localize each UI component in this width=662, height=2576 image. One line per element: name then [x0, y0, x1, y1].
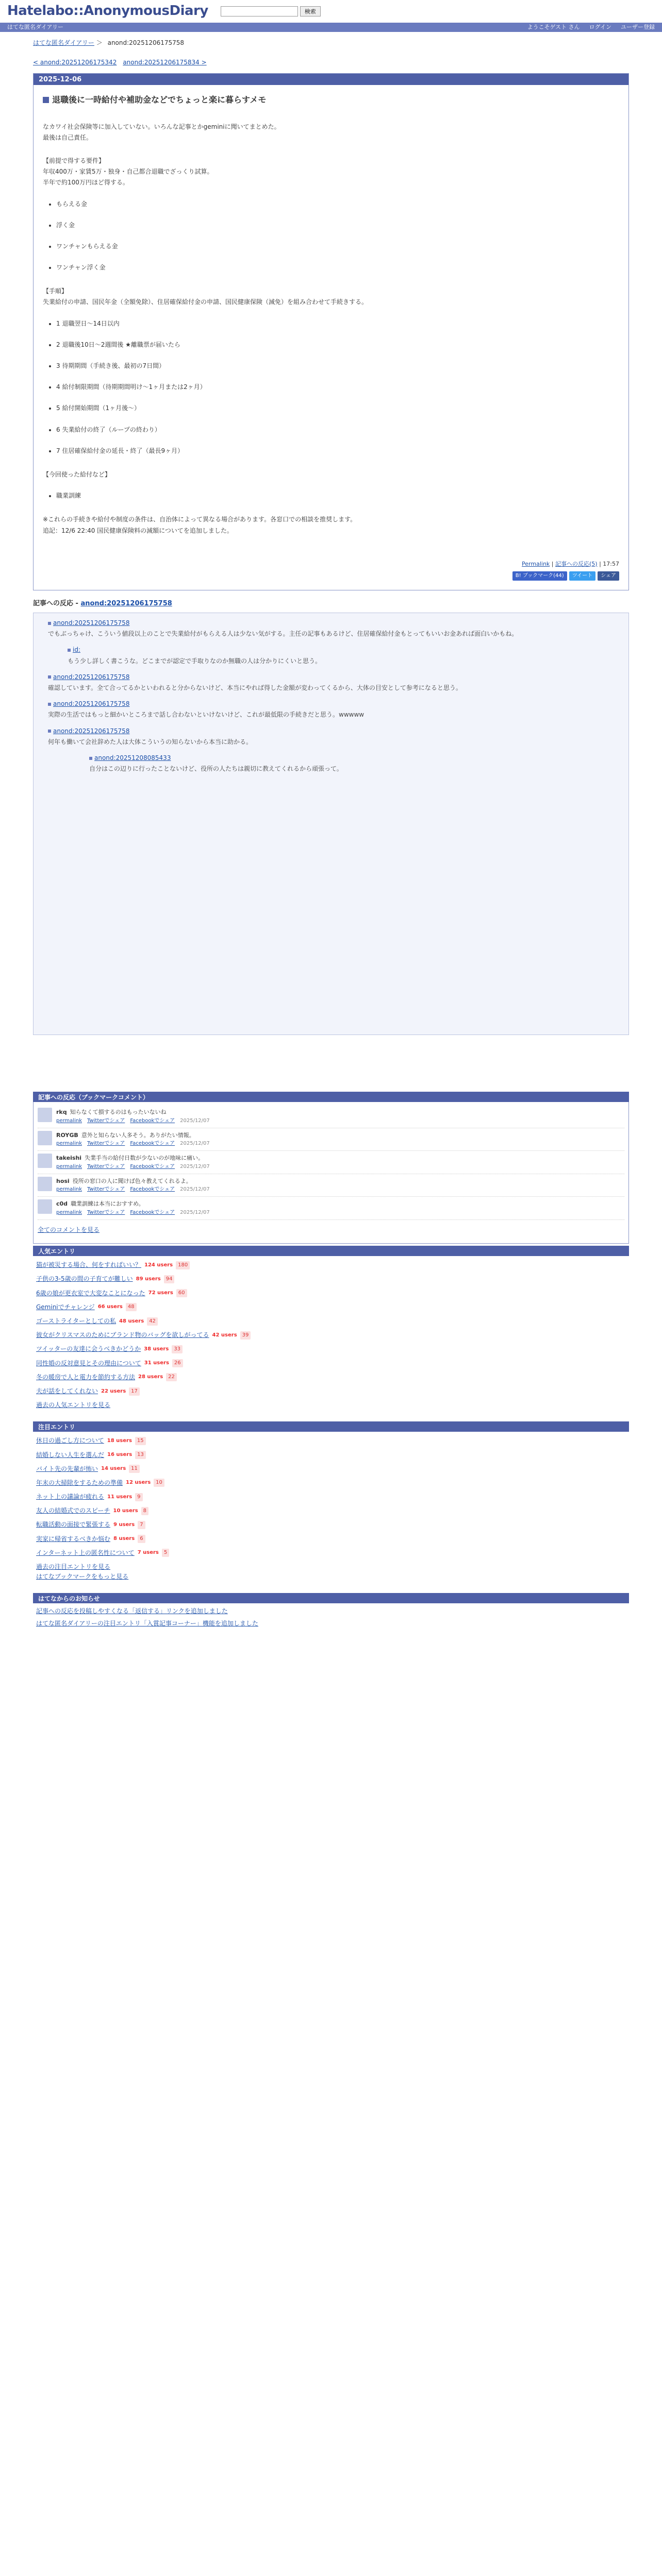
info-link-1[interactable]: 記事への反応を投稿しやすくなる「返信する」リンクを追加しました	[36, 1607, 228, 1615]
avatar[interactable]	[38, 1108, 52, 1122]
bookmark-date: 2025/12/07	[180, 1163, 210, 1170]
watched-items	[36, 1434, 626, 1560]
info-header: はてなからのお知らせ	[33, 1593, 629, 1603]
entry-link[interactable]: 転職活動の面接で緊張する	[36, 1521, 111, 1529]
reference-text: もう少し詳しく書こうな。どこまでが認定で手取りなのか無職の人は分かりにくいと思う。	[68, 657, 322, 665]
flow-step-title: • 5 給付開始期間（1ヶ月後〜）	[56, 403, 619, 413]
list-item	[36, 1272, 626, 1286]
breadcrumb-home[interactable]: はてな匿名ダイアリー	[33, 39, 94, 46]
bookmark-item	[38, 1151, 624, 1174]
entry-text	[43, 122, 619, 536]
section-save-title: • 浮く金	[56, 221, 619, 230]
all-comments-link[interactable]: 全てのコメントを見る	[38, 1226, 100, 1234]
entry-link[interactable]: 同性婚の反対意見とその理由について	[36, 1359, 141, 1367]
tweet-button[interactable]: ツイート	[569, 571, 596, 581]
references-box	[33, 613, 629, 1035]
bookmark-body	[56, 1199, 210, 1217]
bookmark-user[interactable]: takeishi	[56, 1155, 82, 1162]
premise-paragraph: 年収400万・家賃5万・独身・自己都合退職でざっくり試算。	[43, 168, 213, 176]
users-count[interactable]: 124 users	[144, 1262, 173, 1268]
users-count[interactable]: 12 users	[126, 1480, 151, 1486]
section-maybe-save-title: • ワンチャン浮く金	[56, 263, 619, 273]
info-section	[33, 1593, 629, 1634]
entry-link[interactable]: インターネット上の匿名性について	[36, 1549, 135, 1556]
flow-step-list	[56, 446, 619, 456]
bookmark-meta-link[interactable]: Twitterでシェア	[87, 1210, 125, 1216]
navbar-right	[527, 23, 655, 32]
list-item	[36, 1328, 626, 1342]
breadcrumb-separator: ＞	[96, 39, 103, 46]
list-item	[36, 1286, 626, 1300]
bookmark-comment: 職業訓練は本当におすすめ。	[71, 1200, 144, 1208]
extra-section-list	[56, 491, 619, 501]
users-count[interactable]: 31 users	[144, 1360, 169, 1366]
list-item	[36, 1384, 626, 1398]
day-date: 2025-12-06	[34, 74, 628, 85]
social-buttons	[43, 568, 619, 585]
bookmark-meta-link[interactable]: Facebookでシェア	[130, 1187, 175, 1193]
bookmark-more-link[interactable]: はてなブックマークをもっと見る	[36, 1573, 129, 1581]
section-footer: Permalink | 記事への反応(5) | 17:57	[522, 560, 619, 567]
flow-step-list	[56, 340, 619, 350]
bookmark-meta-link[interactable]: Facebookでシェア	[130, 1163, 175, 1170]
nav-home-link[interactable]: はてな匿名ダイアリー	[7, 24, 64, 31]
users-count[interactable]: 28 users	[138, 1374, 163, 1380]
bookmark-list	[38, 1105, 624, 1220]
bookmark-comment: 失業手当の給付日数が少ないのが地味に痛い。	[85, 1155, 204, 1162]
avatar[interactable]	[38, 1177, 52, 1191]
bookmark-item	[38, 1105, 624, 1128]
search-button[interactable]: 検索	[300, 6, 321, 16]
facebook-share-button[interactable]: シェア	[598, 571, 619, 581]
bookmark-user[interactable]: hosi	[56, 1177, 70, 1184]
search-form	[221, 6, 321, 16]
bookmark-meta-link[interactable]: permalink	[56, 1141, 82, 1147]
section-receive-list	[56, 199, 619, 209]
square-bullet-icon	[48, 675, 51, 679]
bookmark-line	[56, 1108, 210, 1117]
bookmark-comment: 役所の窓口の人に聞けば色々教えてくれるよ。	[72, 1177, 192, 1184]
bookmark-count: 10	[154, 1479, 164, 1487]
section-maybe-receive-title: • ワンチャンもらえる金	[56, 242, 619, 251]
reference-link-row	[48, 699, 621, 709]
bookmark-body	[56, 1154, 210, 1171]
prev-next-nav	[0, 58, 662, 73]
reference-link-row	[89, 753, 621, 763]
bookmark-item	[38, 1197, 624, 1220]
entry-link[interactable]: Geminiでチャレンジ	[36, 1303, 95, 1311]
bookmark-meta-link[interactable]: Twitterでシェア	[87, 1163, 125, 1170]
reference-item	[48, 618, 621, 639]
popular-section	[33, 1246, 629, 1419]
bookmark-count: 26	[172, 1359, 183, 1367]
section-maybe-save-list	[56, 263, 619, 273]
bookmark-comments-box	[33, 1102, 629, 1244]
bookmark-meta-link[interactable]: Twitterでシェア	[87, 1117, 125, 1124]
reference-item	[48, 699, 621, 720]
entry-time: 17:57	[603, 560, 619, 567]
list-item	[36, 1518, 626, 1532]
entry-link[interactable]: 夫が話をしてくれない	[36, 1387, 98, 1395]
bookmark-body	[56, 1108, 210, 1125]
list-item	[36, 1434, 626, 1448]
list-item	[36, 1504, 626, 1518]
bookmark-user[interactable]: rkq	[56, 1109, 67, 1116]
bookmark-meta-link[interactable]: Twitterでシェア	[87, 1187, 125, 1193]
bookmark-count: 5	[162, 1549, 169, 1557]
bookmark-count: 180	[176, 1261, 190, 1269]
bookmark-line	[56, 1177, 210, 1186]
reference-link-row	[48, 618, 621, 628]
bookmark-count: 11	[129, 1465, 140, 1473]
bookmark-meta-link[interactable]: Facebookでシェア	[130, 1210, 175, 1216]
bookmark-meta-link[interactable]: permalink	[56, 1163, 82, 1170]
reference-link-row	[48, 672, 621, 682]
info-links	[33, 1603, 629, 1634]
day-section	[33, 73, 629, 590]
bookmark-count: 9	[135, 1493, 142, 1501]
bookmark-count: 94	[164, 1275, 175, 1283]
permalink-link[interactable]: Permalink	[522, 560, 550, 567]
users-count[interactable]: 16 users	[107, 1452, 133, 1458]
avatar[interactable]	[38, 1154, 52, 1168]
bookmark-meta	[56, 1209, 210, 1217]
bookmark-meta-link[interactable]: permalink	[56, 1210, 82, 1216]
reference-text: 自分はこの辺りに行ったことないけど、役所の人たちは親切に教えてくれるから頑張って。	[89, 765, 343, 773]
bookmark-body	[56, 1177, 210, 1194]
reference-text: 実際の生活ではもっと細かいところまで話し合わないといけないけど、これが最低限の手続きだと思う。wwwww	[48, 711, 365, 719]
entry-link[interactable]: 子供の3-5歳の間の子育てが難しい	[36, 1275, 133, 1283]
reference-link-row	[48, 726, 621, 736]
breadcrumb	[0, 32, 662, 58]
bookmark-comments-header: 記事への反応（ブックマークコメント）	[33, 1092, 629, 1102]
flow-step-list	[56, 319, 619, 329]
square-bullet-icon	[68, 649, 71, 652]
square-bullet-icon	[48, 622, 51, 625]
entry-link[interactable]: 実家に帰省するべきか悩む	[36, 1535, 111, 1543]
entry-link[interactable]: ツイッターの友達に会うべきかどうか	[36, 1345, 141, 1353]
bookmark-count: 8	[141, 1507, 148, 1515]
users-count[interactable]: 14 users	[101, 1466, 126, 1472]
entry-link[interactable]: ネット上の議論が疲れる	[36, 1493, 105, 1501]
popular-items	[36, 1258, 626, 1398]
bookmark-comment: 知らなくて損するのはもったいないね	[70, 1109, 167, 1116]
bookmark-date: 2025/12/07	[180, 1187, 210, 1193]
bookmark-item	[38, 1174, 624, 1197]
bookmark-comment: 意外と知らない人多そう。ありがたい情報。	[81, 1131, 195, 1139]
users-count[interactable]: 18 users	[107, 1437, 132, 1444]
entry-link[interactable]: 年末の大掃除をするための準備	[36, 1479, 123, 1486]
site-logo[interactable]: Hatelabo::AnonymousDiary	[7, 3, 208, 19]
entry-square-icon	[43, 97, 49, 103]
reference-link[interactable]: anond:20251206175758	[53, 700, 130, 708]
square-bullet-icon	[48, 703, 51, 706]
avatar[interactable]	[38, 1131, 52, 1145]
list-item	[36, 1462, 626, 1476]
flow-step-list	[56, 403, 619, 413]
intro-paragraph: 最後は自己責任。	[43, 133, 93, 141]
entry-link[interactable]: 彼女がクリスマスのためにブランド物のバッグを欲しがってる	[36, 1331, 209, 1339]
flow-step-list	[56, 382, 619, 392]
bookmark-count: 7	[138, 1521, 145, 1529]
bookmark-comments-section	[33, 1092, 629, 1635]
bookmark-count: 17	[129, 1387, 140, 1396]
reference-link-row	[68, 645, 621, 655]
reference-link[interactable]: anond:20251206175758	[53, 727, 130, 735]
bookmark-body	[56, 1131, 210, 1148]
reference-text: 何年も働いて会社辞めた人は大体こういうの知らないから本当に助かる。	[48, 738, 253, 745]
bookmark-user[interactable]: ROYGB	[56, 1131, 78, 1139]
premise-paragraph: 半年で約100万円ほど得する。	[43, 179, 129, 187]
users-count[interactable]: 42 users	[212, 1332, 237, 1338]
list-item	[36, 1370, 626, 1384]
section-save-list	[56, 221, 619, 230]
extra-section-title: • 職業訓練	[56, 491, 619, 501]
entry-link[interactable]: 結婚しない人生を選んだ	[36, 1451, 105, 1459]
entry-title	[43, 93, 619, 107]
users-count[interactable]: 48 users	[119, 1318, 144, 1324]
popular-more-link[interactable]: 過去の人気エントリを見る	[36, 1401, 111, 1409]
bookmark-line	[56, 1154, 210, 1163]
reference-link[interactable]: anond:20251206175758	[53, 619, 130, 627]
bookmark-count: 6	[138, 1535, 145, 1543]
bookmark-meta-link[interactable]: Facebookでシェア	[130, 1117, 175, 1124]
users-count[interactable]: 9 users	[113, 1522, 135, 1528]
flow-step-list	[56, 425, 619, 435]
watched-section	[33, 1421, 629, 1591]
users-count[interactable]: 8 users	[113, 1536, 135, 1542]
bookmark-count: 42	[147, 1317, 158, 1326]
list-item	[36, 1532, 626, 1546]
section-maybe-receive-list	[56, 242, 619, 251]
breadcrumb-current: anond:20251206175758	[107, 39, 185, 46]
reference-item	[68, 645, 621, 666]
flow-step-title: • 3 待期期間（手続き後、最初の7日間）	[56, 361, 619, 371]
entry-link[interactable]: 猫が被災する場合、何をすればいい？	[36, 1261, 142, 1269]
users-count[interactable]: 89 users	[136, 1276, 161, 1282]
entry-body	[34, 85, 628, 590]
intro-paragraph: なカワイ社会保険等に加入していない。いろんな記事とかgeminiに聞いてまとめた。	[43, 123, 280, 130]
bookmark-meta	[56, 1140, 210, 1148]
nav-login-link[interactable]: ログイン	[589, 24, 611, 31]
extra-heading: 【今回使った給付など】	[43, 470, 111, 478]
bookmark-meta-link[interactable]: permalink	[56, 1187, 82, 1193]
entry-title-text: 退職後に一時給付や補助金などでちょっと楽に暮らすメモ	[52, 95, 267, 105]
bookmark-user[interactable]: c0d	[56, 1200, 68, 1208]
bookmark-count: 22	[166, 1373, 177, 1381]
bookmark-meta	[56, 1117, 210, 1125]
square-bullet-icon	[89, 757, 92, 760]
bookmark-count: 48	[126, 1303, 137, 1311]
reference-text: でもぶっちゃけ、こういう値段以上のことで失業給付がもらえる人は少ない気がする。主任の記事もあるけど、住居確保給付金もとってもいいお金あれば面白いかもね。	[48, 630, 518, 638]
references-parent-link[interactable]: anond:20251206175758	[80, 600, 172, 608]
references-title: 記事への反応 - anond:20251206175758	[33, 600, 172, 608]
nav-welcome: ようこそゲスト さん	[527, 24, 580, 31]
site-header	[0, 0, 662, 23]
users-count[interactable]: 10 users	[113, 1507, 138, 1514]
entry-link[interactable]: ゴーストライターとしての私	[36, 1317, 117, 1325]
entry-link[interactable]: 友人の結婚式でのスピーチ	[36, 1507, 110, 1515]
flow-intro: 失業給付の申請、国民年金（全額免除）、住居確保給付金の申請、国民健康保険（減免）を組み合わせて手続きする。	[43, 298, 368, 306]
bookmark-meta	[56, 1163, 210, 1171]
flow-step-title: • 1 退職翌日〜14日以内	[56, 319, 619, 329]
premise-heading: 【前提で得する要件】	[43, 157, 105, 164]
entry-link[interactable]: バイト先の先輩が怖い	[36, 1465, 98, 1472]
entry-link[interactable]: 冬の暖房で人と電力を節約する方法	[36, 1373, 136, 1381]
bookmark-count: 33	[172, 1345, 183, 1353]
list-item	[36, 1490, 626, 1504]
list-item	[36, 1342, 626, 1356]
closing-paragraph: 追記：12/6 22:40 国民健康保険料の減額についてを追加しました。	[43, 527, 233, 534]
users-count[interactable]: 7 users	[137, 1550, 159, 1556]
nav-register-link[interactable]: ユーザー登録	[621, 24, 655, 31]
list-item	[36, 1258, 626, 1272]
watched-header: 注目エントリ	[33, 1421, 629, 1432]
list-item	[36, 1476, 626, 1490]
bookmark-line	[56, 1131, 210, 1140]
next-entry-link[interactable]: anond:20251206175834 >	[123, 59, 207, 66]
list-item	[36, 1357, 626, 1370]
navbar	[0, 23, 662, 32]
flow-step-list	[56, 361, 619, 371]
bookmark-date: 2025/12/07	[180, 1210, 210, 1216]
users-count[interactable]: 22 users	[101, 1388, 126, 1394]
list-item	[36, 1448, 626, 1462]
reference-link[interactable]: id:	[73, 646, 80, 654]
flow-heading: 【手順】	[43, 287, 68, 295]
responses-link[interactable]: 記事への反応(5)	[555, 560, 598, 567]
hatena-bookmark-button[interactable]: B! ブックマーク(44)	[512, 571, 567, 581]
entry-link[interactable]: 6歳の娘が更衣室で大変なことになった	[36, 1289, 145, 1297]
search-input[interactable]	[221, 6, 298, 16]
popular-header: 人気エントリ	[33, 1246, 629, 1256]
closing-paragraph: ※これらの手続きや給付や制度の条件は、自治体によって異なる場合があります。各窓口での相談を推奨します。	[43, 516, 357, 523]
avatar[interactable]	[38, 1199, 52, 1214]
reference-item	[89, 753, 621, 774]
bookmark-item	[38, 1128, 624, 1151]
bookmark-count: 13	[135, 1451, 146, 1459]
prev-entry-link[interactable]: < anond:20251206175342	[33, 59, 117, 66]
flow-step-title: • 7 住居確保給付金の延長・終了（最長9ヶ月）	[56, 446, 619, 456]
bookmark-count: 15	[135, 1437, 146, 1445]
info-link-2[interactable]: はてな匿名ダイアリーの注目エントリ「入賞記事コーナー」機能を追加しました	[36, 1619, 258, 1627]
bookmark-meta-link[interactable]: Facebookでシェア	[130, 1141, 175, 1147]
flow-step-title: • 2 退職後10日〜2週間後 ★離職票が届いたら	[56, 340, 619, 350]
bookmark-count: 39	[240, 1331, 251, 1340]
reference-text: 確認しています。全て合ってるかといわれると分からないけど、本当にやれば得した金額が変わってくるから、大体の目安として参考になると思う。	[48, 684, 462, 692]
reference-item	[48, 726, 621, 747]
bookmark-meta-link[interactable]: Twitterでシェア	[87, 1141, 125, 1147]
reference-link[interactable]: anond:20251206175758	[53, 673, 130, 681]
bookmark-date: 2025/12/07	[180, 1141, 210, 1147]
watched-list	[33, 1432, 629, 1591]
users-count[interactable]: 66 users	[97, 1304, 123, 1310]
watched-more-link[interactable]: 過去の注目エントリを見る	[36, 1563, 111, 1571]
users-count[interactable]: 72 users	[148, 1290, 173, 1296]
section-receive-title: • もらえる金	[56, 199, 619, 209]
bookmark-meta-link[interactable]: permalink	[56, 1117, 82, 1124]
bookmark-meta	[56, 1185, 210, 1194]
list-item	[36, 1314, 626, 1328]
references-title-text: 記事への反応	[33, 600, 74, 608]
users-count[interactable]: 38 users	[144, 1346, 169, 1352]
list-item	[36, 1300, 626, 1314]
references-section	[33, 599, 629, 1035]
flow-step-title: • 4 給付制限期間（待期期間明け〜1ヶ月または2ヶ月）	[56, 382, 619, 392]
square-bullet-icon	[48, 730, 51, 733]
flow-step-title: • 6 失業給付の終了（ループの終わり）	[56, 425, 619, 435]
reference-link[interactable]: anond:20251208085433	[94, 754, 171, 761]
bookmark-date: 2025/12/07	[180, 1117, 210, 1124]
bookmark-count: 60	[176, 1289, 187, 1297]
users-count[interactable]: 11 users	[107, 1494, 133, 1500]
list-item	[36, 1546, 626, 1560]
popular-list	[33, 1256, 629, 1419]
main-content	[33, 73, 629, 590]
reference-item	[48, 672, 621, 693]
entry-link[interactable]: 休日の過ごし方について	[36, 1437, 104, 1445]
bookmark-line	[56, 1199, 210, 1209]
